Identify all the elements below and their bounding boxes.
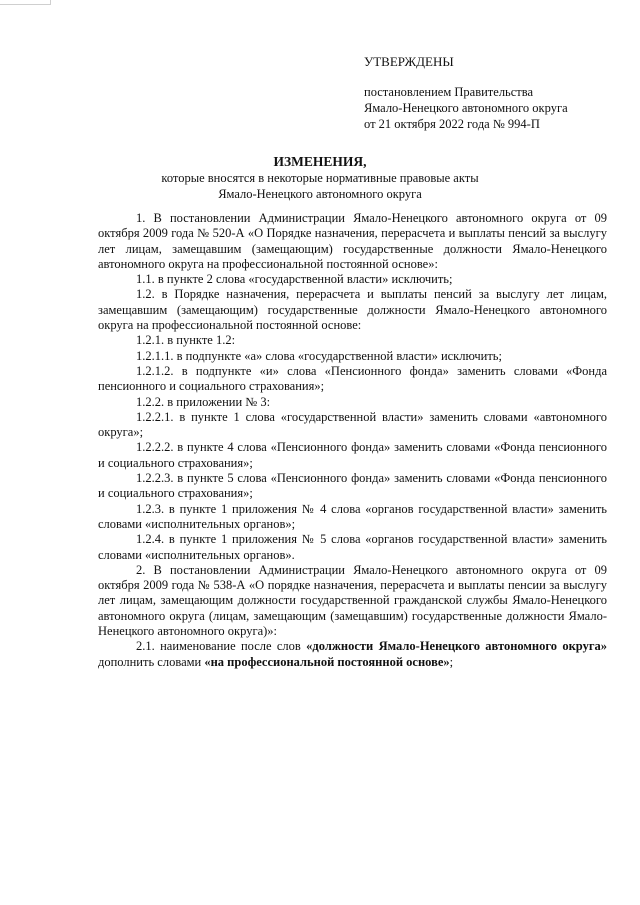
approval-line-1: постановлением Правительства — [364, 85, 534, 99]
paragraph-2-1-text-a: 2.1. наименование после слов — [136, 639, 307, 654]
paragraph-1-2-2: 1.2.2. в приложении № 3: — [136, 394, 271, 409]
paragraph-2-1-bold-a: «должности Ямало-Ненецкого автономного округа» — [306, 639, 608, 654]
paragraph-2-1-text-c: ; — [449, 654, 454, 669]
approval-title: УТВЕРЖДЕНЫ — [364, 54, 454, 69]
page-corner-mark — [0, 0, 51, 5]
paragraph-2-1-text-b: дополнить словами — [98, 654, 205, 669]
paragraph-1-2-1-1: 1.2.1.1. в подпункте «а» слова «государственной власти» исключить; — [136, 348, 502, 363]
paragraph-1-2-3: 1.2.3. в пункте 1 приложения № 4 слова «органов государственной власти» заменить словами «исполнительных органов»; — [98, 501, 607, 531]
paragraph-2-1 — [98, 639, 607, 670]
paragraph-1-2: 1.2. в Порядке назначения, перерасчета и выплаты пенсий за выслугу лет лицам, замещавшим (замещающим) государственные должности Ямало-Ненецкого автономного округа на профессиональной постоянной основе: — [98, 287, 607, 333]
document-title: ИЗМЕНЕНИЯ, — [273, 154, 367, 169]
document-subtitle-line-1: которые вносятся в некоторые нормативные правовые акты — [161, 171, 479, 185]
document-heading — [70, 154, 570, 202]
paragraph-1-2-1: 1.2.1. в пункте 1.2: — [136, 333, 236, 348]
document-subtitle-line-2: Ямало-Ненецкого автономного округа — [218, 187, 422, 201]
paragraph-1: 1. В постановлении Администрации Ямало-Ненецкого автономного округа от 09 октября 2009 года № 520-А «О Порядке назначения, перерасчета и выплаты пенсий за выслугу лет лицам, замещавшим (замещающим) государственные должности Ямало-Ненецкого автономного округа на профессиональной постоянной основе»: — [98, 211, 607, 271]
paragraph-1-2-2-2: 1.2.2.2. в пункте 4 слова «Пенсионного фонда» заменить словами «Фонда пенсионного и социального страхования»; — [98, 440, 607, 470]
paragraph-1-2-1-2: 1.2.1.2. в подпункте «и» слова «Пенсионного фонда» заменить словами «Фонда пенсионного и социального страхования»; — [98, 363, 607, 394]
paragraph-1-2-2-3: 1.2.2.3. в пункте 5 слова «Пенсионного фонда» заменить словами «Фонда пенсионного и социального страхования»; — [98, 471, 607, 501]
approval-line-3: от 21 октября 2022 года № 994-П — [364, 117, 540, 131]
paragraph-2: 2. В постановлении Администрации Ямало-Ненецкого автономного округа от 09 октября 2009 года № 538-А «О порядке назначения, перерасчета и выплаты пенсии за выслугу лет лицам, замещающим должности государственной гражданской службы Ямало-Ненецкого автономного округа (лицам, замещающим (замещавшим) государственные должности Ямало-Ненецкого автономного округа)»: — [98, 562, 607, 639]
paragraph-2-1-bold-b: «на профессиональной постоянной основе» — [204, 654, 450, 669]
paragraph-1-1: 1.1. в пункте 2 слова «государственной власти» исключить; — [136, 272, 453, 287]
paragraph-1-2-4: 1.2.4. в пункте 1 приложения № 5 слова «органов государственной власти» заменить словами «исполнительных органов». — [98, 532, 607, 562]
paragraph-1-2-2-1: 1.2.2.1. в пункте 1 слова «государственной власти» заменить словами «автономного округа»; — [98, 409, 607, 440]
approval-line-2: Ямало-Ненецкого автономного округа — [364, 101, 568, 115]
approval-block — [364, 54, 624, 132]
document-body — [98, 211, 607, 670]
